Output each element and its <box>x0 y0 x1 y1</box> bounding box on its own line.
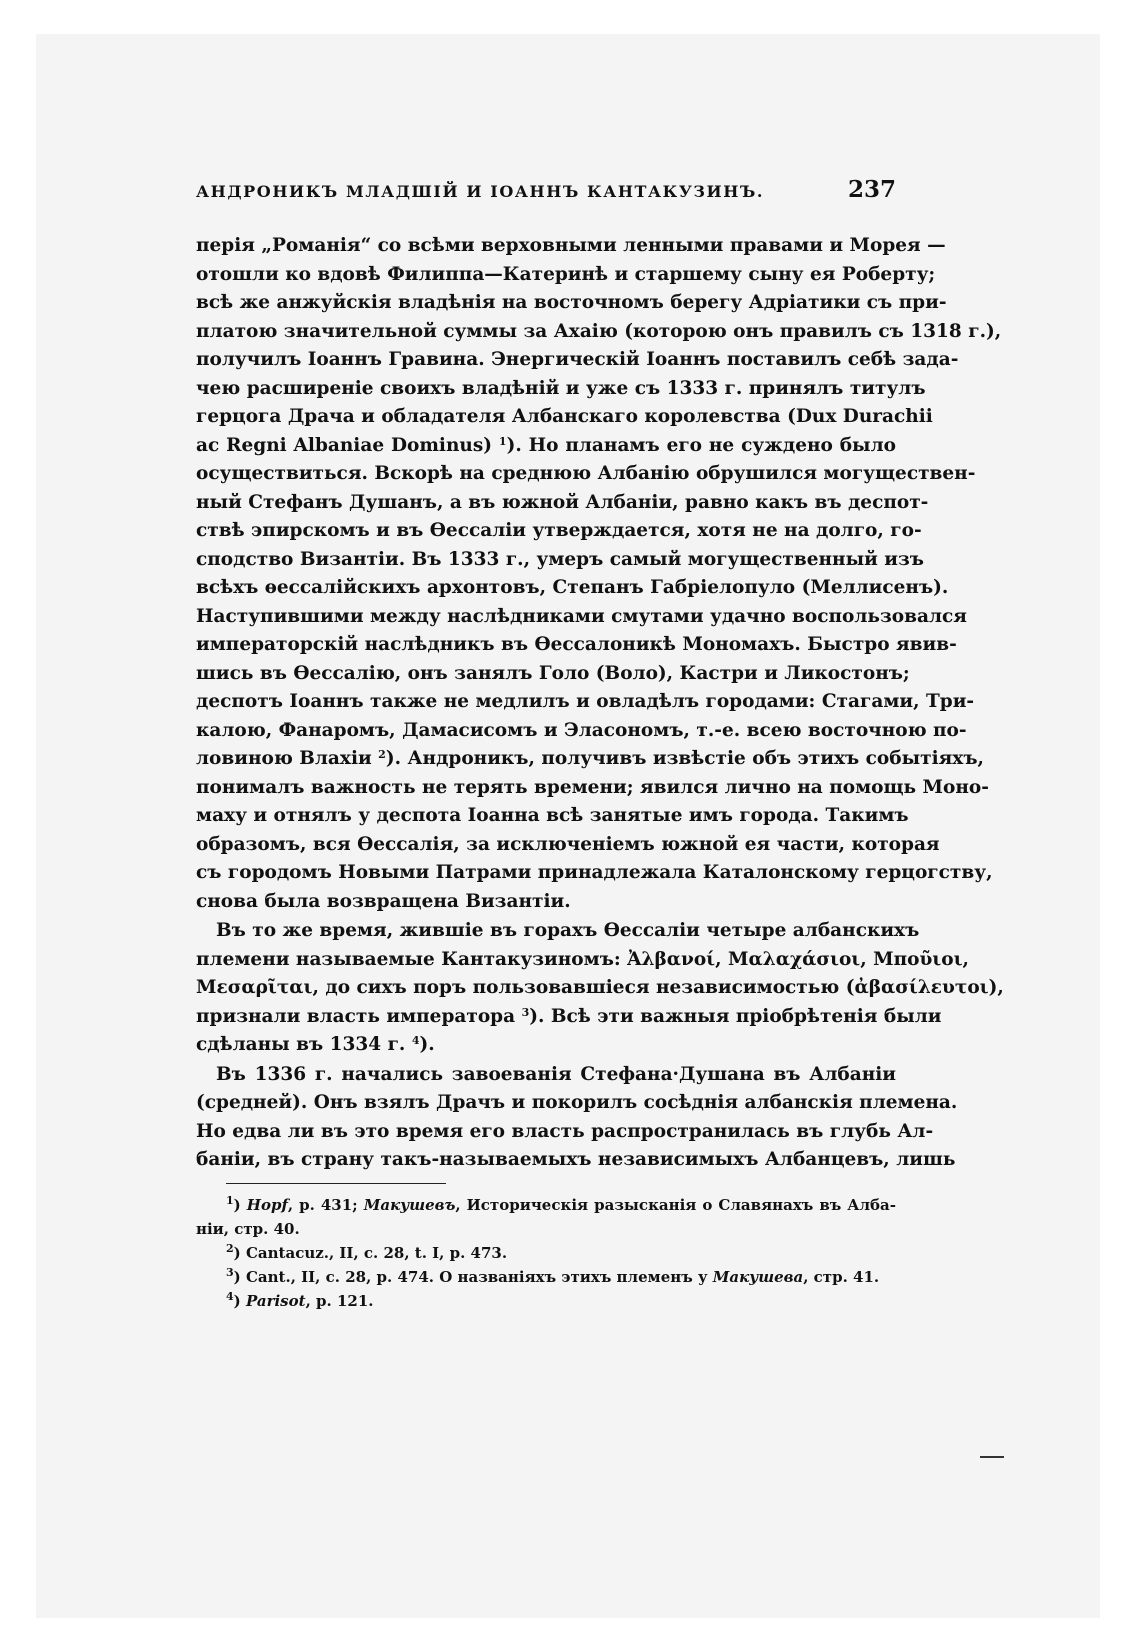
footnote-marker: 1 <box>226 1194 234 1207</box>
text-line: образомъ, вся Ѳессалія, за исключеніемъ южной ея части, которая <box>196 833 940 855</box>
text-fragment: ac Regni Albaniae Dominus) <box>196 434 493 456</box>
text-line: Но едва ли въ это время его власть распространилась въ глубь Ал- <box>196 1120 934 1142</box>
footnote-author: Hopf <box>246 1196 288 1214</box>
text-fragment: сдѣланы въ 1334 г. <box>196 1034 406 1055</box>
footnote-1-continued: ніи, стр. 40. <box>196 1220 300 1238</box>
paragraph-2 <box>196 917 1004 1060</box>
text-line: ac Regni Albaniae Dominus) $^1$). Но планамъ его не суждено было <box>196 434 896 456</box>
footnote-marker: 3 <box>226 1266 234 1279</box>
footnote-text: Cant., II, c. 28, p. 474. О названіяхъ этихъ племенъ у <box>245 1268 713 1286</box>
footnote-ref-2: 2 <box>378 748 386 761</box>
text-line: императорскій наслѣдникъ въ Ѳессалоникѣ Мономахъ. Быстро явив- <box>196 634 957 655</box>
footnote-text: , стр. 41. <box>803 1268 880 1286</box>
main-text <box>196 232 1004 1176</box>
footnote-1: $^1$) Hopf, p. 431; Макушевъ, Историческія разысканія о Славянахъ въ Алба- <box>226 1194 897 1214</box>
text-line: получилъ Іоаннъ Гравина. Энергическій Іоаннъ поставилъ себѣ зада- <box>196 349 959 370</box>
text-line: герцога Драча и обладателя Албанскаго королевства (Dux Durachii <box>196 406 933 427</box>
text-line: ловиною Влахіи $^2$). Андроникъ, получивъ извѣстіе объ этихъ событіяхъ, <box>196 748 984 769</box>
text-line: ный Стефанъ Душанъ, а въ южной Албаніи, равно какъ въ деспот- <box>196 491 929 513</box>
footnote-ref-4: 4 <box>411 1034 420 1047</box>
text-fragment: признали власть императора <box>196 1005 516 1027</box>
text-line: сдѣланы въ 1334 г. $^4$). <box>196 1034 435 1055</box>
footnote-text: Cantacuz., II, c. 28, t. I, p. 473. <box>245 1244 508 1262</box>
text-fragment: . Андроникъ, получивъ извѣстіе объ этихъ событіяхъ, <box>394 748 984 769</box>
footnote-2: $^2$) Cantacuz., II, c. 28, t. I, p. 473. <box>226 1242 508 1262</box>
text-line: баніи, въ страну такъ-называемыхъ независимыхъ Албанцевъ, лишь <box>196 1149 956 1170</box>
text-line: понималъ важность не терять времени; явился лично на помощь Моно- <box>196 776 989 798</box>
text-line: ствѣ эпирскомъ и въ Ѳессаліи утверждается, хотя не на долго, го- <box>196 520 922 541</box>
text-line: деспотъ Іоаннъ также не медлилъ и овладѣлъ городами: Стагами, Три- <box>196 691 975 712</box>
text-line: съ городомъ Новыми Патрами принадлежала Каталонскому герцогству, <box>196 862 993 883</box>
text-fragment: ловиною Влахіи <box>196 748 372 769</box>
text-line: перія „Романія“ со всѣми верховными ленными правами и Морея — <box>196 235 946 256</box>
text-line: чею расширеніе своихъ владѣній и уже съ 1333 г. принялъ титулъ <box>196 377 926 399</box>
margin-dash <box>980 1456 1004 1458</box>
text-line: шись въ Ѳессалію, онъ занялъ Голо (Воло), Кастри и Ликостонъ; <box>196 662 910 684</box>
text-line: сподство Византіи. Въ 1333 г., умеръ самый могущественный изъ <box>196 548 924 570</box>
page-number: 237 <box>847 176 896 203</box>
text-line: маху и отнялъ у деспота Іоанна всѣ занятые имъ города. Такимъ <box>196 805 909 826</box>
footnote-text: , p. 121. <box>305 1292 374 1310</box>
footnote-author: Макушева <box>712 1268 804 1286</box>
text-line: всѣ же анжуйскія владѣнія на восточномъ берегу Адріатики съ при- <box>196 292 947 313</box>
footnote-marker: 2 <box>226 1242 234 1255</box>
text-line: Μεσαρῖται, до сихъ поръ пользовавшіеся независимостью (ἀβασίλευτοι), <box>196 977 1004 998</box>
page-header <box>196 176 896 208</box>
paragraph-3 <box>196 1061 958 1175</box>
text-line: признали власть императора $^3$). Всѣ эти важныя пріобрѣтенія были <box>196 1005 942 1027</box>
text-line: снова была возвращена Византіи. <box>196 890 571 912</box>
text-line: платою значительной суммы за Ахаію (которою онъ правилъ съ 1318 г.), <box>196 320 1002 342</box>
footnote-4: $^4$) Parisot, p. 121. <box>226 1290 374 1310</box>
text-line: калою, Фанаромъ, Дамасисомъ и Эласономъ, т.-е. всею восточною по- <box>196 719 967 741</box>
footnote-ref-1: 1 <box>498 434 507 448</box>
text-line: Въ 1336 г. начались завоеванія Стефана·Душана въ Албаніи <box>216 1063 896 1085</box>
text-line: всѣхъ ѳессалійскихъ архонтовъ, Степанъ Габріелопуло (Меллисенъ). <box>196 577 949 598</box>
footnote-author: Parisot <box>245 1292 306 1310</box>
footnotes <box>196 1193 896 1313</box>
text-line: (средней). Онъ взялъ Драчъ и покорилъ сосѣднія албанскія племена. <box>196 1092 958 1113</box>
text-fragment: . Всѣ эти важныя пріобрѣтенія были <box>537 1005 942 1027</box>
paragraph-1 <box>196 232 1002 916</box>
footnote-ref-3: 3 <box>521 1005 530 1019</box>
text-fragment: . Но планамъ его не суждено было <box>515 434 896 456</box>
footnote-3: $^3$) Cant., II, c. 28, p. 474. О названіяхъ этихъ племенъ у Макушева, стр. 41. <box>226 1266 880 1286</box>
footnote-text: , Историческія разысканія о Славянахъ въ Алба- <box>455 1196 897 1214</box>
text-line: Наступившими между наслѣдниками смутами удачно воспользовался <box>196 605 967 627</box>
footnote-marker: 4 <box>226 1290 234 1303</box>
running-title: АНДРОНИКЪ МЛАДШІЙ И ІОАННЪ КАНТАКУЗИНЪ. <box>196 182 765 201</box>
text-line: отошли ко вдовѣ Филиппа—Катеринѣ и старшему сыну ея Роберту; <box>196 263 936 285</box>
footnote-author: Макушевъ <box>363 1196 456 1214</box>
footnote-text: , p. 431; <box>287 1196 364 1214</box>
text-line: Въ то же время, жившіе въ горахъ Ѳессаліи четыре албанскихъ <box>216 920 920 941</box>
text-line: племени называемые Кантакузиномъ: Ἀλβανοί, Μαλαχάσιοι, Μποῦιοι, <box>196 948 969 970</box>
footnote-divider <box>226 1183 446 1184</box>
text-line: осуществиться. Вскорѣ на среднюю Албанію обрушился могуществен- <box>196 463 976 484</box>
